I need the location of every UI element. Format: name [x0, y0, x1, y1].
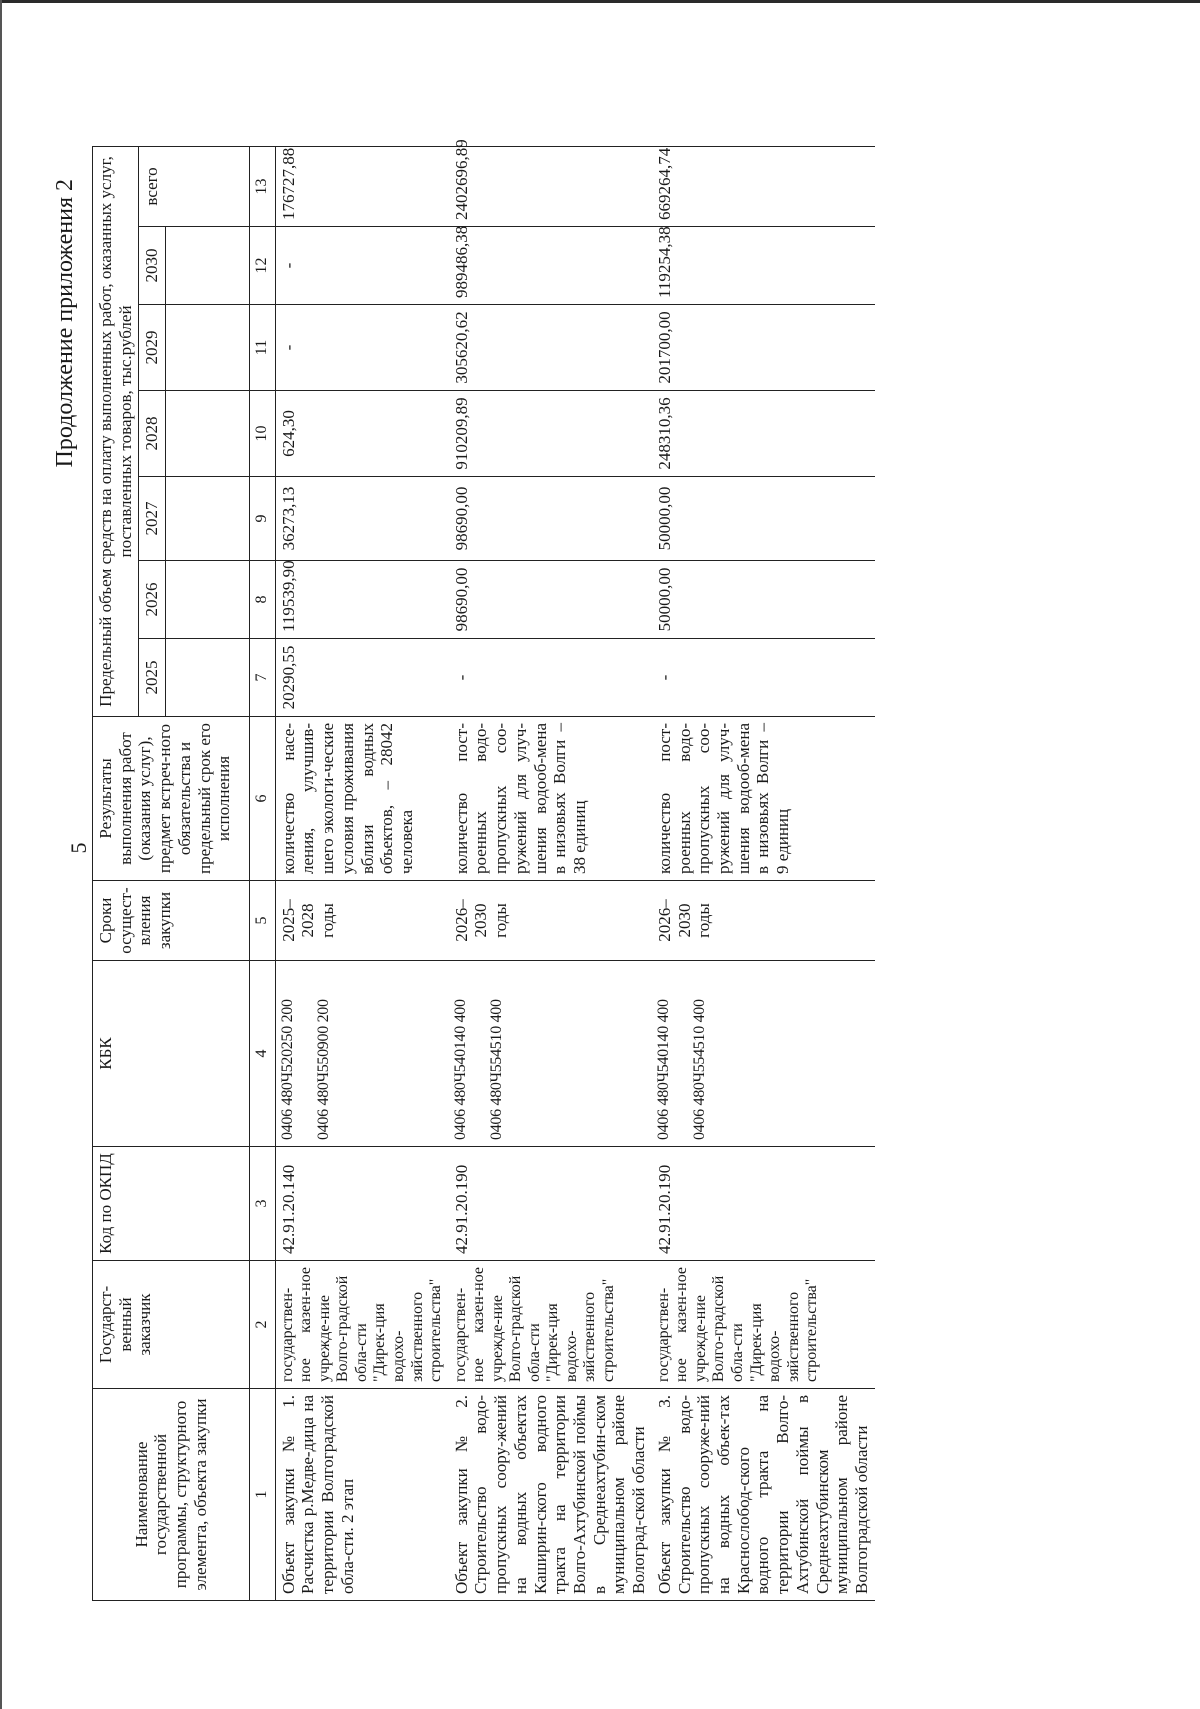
value-2027: 36273,13 [275, 477, 448, 561]
kbk-codes [275, 961, 448, 1147]
column-number-row [250, 146, 276, 1600]
header-year-spacer [166, 561, 250, 639]
procurement-terms: 2026–2030 годы [652, 881, 875, 961]
column-number: 11 [250, 305, 276, 391]
results: количество пост-роенных водо-пропускных соо-ружений для улуч-шения водооб-мена в низовьях Волги – 38 единиц [449, 717, 652, 881]
object-name: Объект закупки № 1. Расчистка р.Медве-дица на территории Волгоградской обла-сти. 2 этап [275, 1389, 448, 1601]
value-2025: - [652, 639, 875, 717]
object-name: Объект закупки № 2. Строительство водо-пропускных соору-жений на водных объектах Каширин-ского водного тракта на территории Волго-Ахтубинской поймы в Среднеахтубин-ском муниципальном районе Волоград-ской области [449, 1389, 652, 1601]
column-number: 7 [250, 639, 276, 717]
column-number: 5 [250, 881, 276, 961]
value-2029: 305620,62 [449, 305, 652, 391]
header-customer: Государст-венный заказчик [93, 1261, 250, 1389]
header-terms: Сроки осущест-вления закупки [93, 881, 250, 961]
kbk-code: 0406 480Ч554510 400 [488, 999, 506, 1140]
value-2029: - [275, 305, 448, 391]
header-total: всего [139, 146, 250, 226]
kbk-code: 0406 480Ч520250 200 [278, 999, 296, 1140]
header-year-spacer [166, 305, 250, 391]
kbk-codes [449, 961, 652, 1147]
header-kbk: КБК [93, 961, 250, 1147]
value-2026: 119539,90 [275, 561, 448, 639]
header-name: Наименование государственной программы, структурного элемента, объекта закупки [93, 1389, 250, 1601]
table-row [275, 146, 448, 1600]
continuation-label: Продолжение приложения 2 [52, 179, 78, 468]
kbk-codes [652, 961, 875, 1147]
value-2029: 201700,00 [652, 305, 875, 391]
procurement-table [92, 139, 875, 1601]
kbk-code: 0406 480Ч550900 200 [315, 999, 333, 1140]
header-year-2029: 2029 [139, 305, 166, 391]
header-year-spacer [166, 227, 250, 305]
header-okpd: Код по ОКПД [93, 1147, 250, 1261]
header-year-2028: 2028 [139, 391, 166, 477]
page-number: 5 [66, 842, 91, 854]
okpd-code: 42.91.20.190 [652, 1147, 875, 1261]
column-number: 8 [250, 561, 276, 639]
column-number: 6 [250, 717, 276, 881]
column-number: 10 [250, 391, 276, 477]
okpd-code: 42.91.20.140 [275, 1147, 448, 1261]
value-2025: 20290,55 [275, 639, 448, 717]
header-year-spacer [166, 639, 250, 717]
value-2027: 50000,00 [652, 477, 875, 561]
header-results: Результаты выполнения работ (оказания услуг), предмет встреч-ного обязательства и предельный срок его исполнения [93, 717, 250, 881]
customer: государствен-ное казен-ное учрежде-ние Волго-градской обла-сти "Дирек-ция водохо-зяйственного строительства" [652, 1261, 875, 1389]
column-number: 2 [250, 1261, 276, 1389]
column-number: 9 [250, 477, 276, 561]
kbk-code: 0406 480Ч554510 400 [691, 999, 709, 1140]
value-2030: 119254,38 [652, 227, 875, 305]
value-2025: - [449, 639, 652, 717]
procurement-terms: 2025–2028 годы [275, 881, 448, 961]
column-number: 12 [250, 227, 276, 305]
procurement-terms: 2026–2030 годы [449, 881, 652, 961]
value-total: 669264,74 [652, 146, 875, 226]
value-2026: 50000,00 [652, 561, 875, 639]
column-number: 4 [250, 961, 276, 1147]
value-total: 176727,88 [275, 146, 448, 226]
okpd-code: 42.91.20.190 [449, 1147, 652, 1261]
table-row [449, 146, 652, 1600]
value-2026: 98690,00 [449, 561, 652, 639]
header-year-2027: 2027 [139, 477, 166, 561]
value-2030: 989486,38 [449, 227, 652, 305]
header-limit: Предельный объем средств на оплату выполненных работ, оказанных услуг, поставленных товаров, тыс.рублей [93, 146, 139, 716]
column-number: 3 [250, 1147, 276, 1261]
header-year-spacer [166, 391, 250, 477]
value-2028: 910209,89 [449, 391, 652, 477]
value-2027: 98690,00 [449, 477, 652, 561]
results: количество насе-ления, улучшив-шего экологи-ческие условия проживания вблизи водных объектов, – 28042 человека [275, 717, 448, 881]
value-total: 2402696,89 [449, 146, 652, 226]
column-number: 1 [250, 1389, 276, 1601]
object-name: Объект закупки № 3. Строительство водо-пропускных сооруже-ний на водных объек-тах Краснослобод-ского водного тракта на территории Волго-Ахтубинской поймы в Среднеахтубинском муниципальном районе Волгоградской области [652, 1389, 875, 1601]
value-2030: - [275, 227, 448, 305]
customer: государствен-ное казен-ное учрежде-ние Волго-градской обла-сти "Дирек-ция водохо-зяйственного строительства" [275, 1261, 448, 1389]
results: количество пост-роенных водо-пропускных соо-ружений для улуч-шения водооб-мена в низовьях Волги – 9 единиц [652, 717, 875, 881]
kbk-code: 0406 480Ч540140 400 [451, 999, 469, 1140]
column-number: 13 [250, 146, 276, 226]
header-year-2030: 2030 [139, 227, 166, 305]
customer: государствен-ное казен-ное учрежде-ние Волго-градской обла-сти "Дирек-ция водохо-зяйственного строительства" [449, 1261, 652, 1389]
value-2028: 624,30 [275, 391, 448, 477]
header-year-2026: 2026 [139, 561, 166, 639]
table-row [652, 146, 875, 1600]
header-year-2025: 2025 [139, 639, 166, 717]
value-2028: 248310,36 [652, 391, 875, 477]
kbk-code: 0406 480Ч540140 400 [654, 999, 672, 1140]
header-year-spacer [166, 477, 250, 561]
